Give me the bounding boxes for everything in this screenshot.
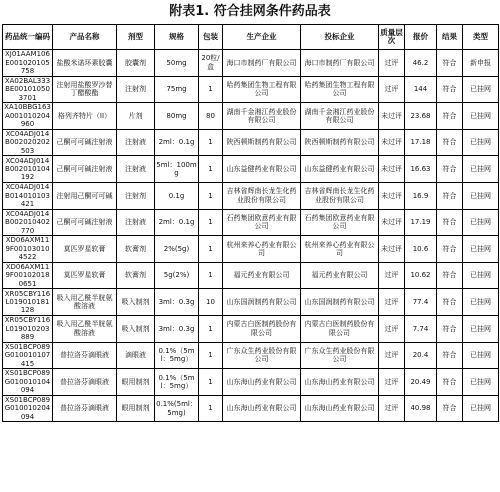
cell-pack: 1 (199, 369, 223, 396)
cell-result: 符合 (437, 156, 463, 183)
table-row (3, 182, 499, 209)
cell-spec: 5g(2%) (155, 262, 199, 289)
cell-spec: 0.1g (155, 182, 199, 209)
cell-price: 23.68 (405, 103, 437, 130)
cell-maker: 湖南千金湘江药业股份有限公司 (223, 103, 301, 130)
cell-pack: 80 (199, 103, 223, 130)
cell-form: 软膏剂 (117, 262, 155, 289)
column-header-spec: 规格 (155, 25, 199, 50)
table-row (3, 50, 499, 77)
cell-spec: 0.1%（5ml：5mg） (155, 369, 199, 396)
column-header-code: 药品统一编码 (3, 25, 53, 50)
cell-price: 16.9 (405, 182, 437, 209)
cell-name: 莫匹罗星软膏 (53, 236, 117, 263)
cell-spec: 2ml：0.1g (155, 129, 199, 156)
cell-bidder: 吉林省辉南长龙生化药业股份有限公司 (301, 182, 379, 209)
cell-quality: 过评 (379, 76, 405, 103)
cell-pack: 1 (199, 315, 223, 342)
cell-price: 16.63 (405, 156, 437, 183)
cell-form: 注射剂 (117, 76, 155, 103)
cell-form: 吸入制剂 (117, 289, 155, 316)
cell-bidder: 海口市制药厂有限公司 (301, 50, 379, 77)
table-row (3, 342, 499, 369)
cell-price: 20.49 (405, 369, 437, 396)
column-header-type: 类型 (463, 25, 499, 50)
cell-code: XR05CBY116L019010203889 (3, 315, 53, 342)
cell-bidder: 山东海山药业有限公司 (301, 395, 379, 422)
cell-code: XS01BCP089G010010107415 (3, 342, 53, 369)
table-title: 附表1. 符合挂网条件药品表 (169, 4, 331, 19)
cell-form: 注射液 (117, 129, 155, 156)
cell-name: 普拉洛芬滴眼液 (53, 395, 117, 422)
drug-table (2, 24, 499, 422)
cell-bidder: 杭州来养心药业有限公司 (301, 236, 379, 263)
cell-pack: 1 (199, 395, 223, 422)
cell-price: 10.6 (405, 236, 437, 263)
cell-price: 10.62 (405, 262, 437, 289)
cell-form: 软膏剂 (117, 236, 155, 263)
cell-type: 已挂网 (463, 156, 499, 183)
table-row (3, 369, 499, 396)
column-header-name: 产品名称 (53, 25, 117, 50)
cell-maker: 海口市制药厂有限公司 (223, 50, 301, 77)
cell-pack: 1 (199, 236, 223, 263)
cell-code: XD06AXM119F001030104522 (3, 236, 53, 263)
cell-code: XD06AXM119F001020180651 (3, 262, 53, 289)
cell-form: 眼用制剂 (117, 369, 155, 396)
cell-quality: 未过评 (379, 182, 405, 209)
cell-type: 已挂网 (463, 262, 499, 289)
cell-name: 己酮可可碱注射液 (53, 156, 117, 183)
cell-code: XR05CBY116L019010181128 (3, 289, 53, 316)
cell-result: 符合 (437, 236, 463, 263)
cell-result: 符合 (437, 209, 463, 236)
cell-pack: 20粒/盒 (199, 50, 223, 77)
cell-maker: 广东众生药业股份有限公司 (223, 342, 301, 369)
cell-price: 144 (405, 76, 437, 103)
cell-result: 符合 (437, 395, 463, 422)
cell-name: 己酮可可碱注射液 (53, 209, 117, 236)
cell-quality: 过评 (379, 342, 405, 369)
table-row (3, 76, 499, 103)
cell-form: 注射液 (117, 156, 155, 183)
cell-pack: 1 (199, 342, 223, 369)
cell-type: 已挂网 (463, 209, 499, 236)
cell-form: 注射液 (117, 209, 155, 236)
cell-pack: 1 (199, 262, 223, 289)
cell-bidder: 山东益健药业有限公司 (301, 156, 379, 183)
cell-quality: 未过评 (379, 209, 405, 236)
cell-bidder: 山东海山药业有限公司 (301, 369, 379, 396)
cell-spec: 75mg (155, 76, 199, 103)
cell-pack: 1 (199, 209, 223, 236)
cell-name: 莫匹罗星软膏 (53, 262, 117, 289)
cell-type: 已挂网 (463, 315, 499, 342)
cell-type: 已挂网 (463, 342, 499, 369)
cell-bidder: 福元药业有限公司 (301, 262, 379, 289)
cell-maker: 山东益健药业有限公司 (223, 156, 301, 183)
cell-result: 符合 (437, 262, 463, 289)
cell-maker: 山东国润制药有限公司 (223, 289, 301, 316)
cell-name: 普拉洛芬滴眼液 (53, 342, 117, 369)
cell-type: 已挂网 (463, 103, 499, 130)
cell-code: XJ01AAM106E001020105758 (3, 50, 53, 77)
cell-quality: 过评 (379, 289, 405, 316)
cell-type: 已挂网 (463, 182, 499, 209)
column-header-bidder: 投标企业 (301, 25, 379, 50)
cell-code: XC04ADJ014B002010402770 (3, 209, 53, 236)
cell-form: 滴眼液 (117, 342, 155, 369)
cell-pack: 1 (199, 182, 223, 209)
cell-maker: 哈药集团生物工程有限公司 (223, 76, 301, 103)
table-row (3, 395, 499, 422)
cell-quality: 过评 (379, 369, 405, 396)
cell-quality: 过评 (379, 395, 405, 422)
cell-spec: 0.1%（5ml：5mg） (155, 342, 199, 369)
cell-price: 17.18 (405, 129, 437, 156)
cell-maker: 吉林省辉南长龙生化药业股份有限公司 (223, 182, 301, 209)
cell-quality: 过评 (379, 262, 405, 289)
cell-maker: 石药集团欧意药业有限公司 (223, 209, 301, 236)
cell-price: 20.4 (405, 342, 437, 369)
cell-quality: 过评 (379, 50, 405, 77)
cell-form: 片剂 (117, 103, 155, 130)
table-row (3, 262, 499, 289)
cell-bidder: 内蒙古白医制药股份有限公司 (301, 315, 379, 342)
cell-form: 吸入制剂 (117, 315, 155, 342)
cell-result: 符合 (437, 50, 463, 77)
cell-name: 己酮可可碱注射液 (53, 129, 117, 156)
cell-code: XA02BAL333BE001010503701 (3, 76, 53, 103)
cell-price: 7.74 (405, 315, 437, 342)
cell-name: 吸入用乙酰半胱氨酸溶液 (53, 315, 117, 342)
cell-result: 符合 (437, 342, 463, 369)
cell-bidder: 哈药集团生物工程有限公司 (301, 76, 379, 103)
cell-name: 盐酸米诺环素胶囊 (53, 50, 117, 77)
cell-result: 符合 (437, 315, 463, 342)
cell-result: 符合 (437, 182, 463, 209)
table-row (3, 129, 499, 156)
cell-quality: 未过评 (379, 103, 405, 130)
cell-spec: 3ml：0.3g (155, 315, 199, 342)
cell-spec: 80mg (155, 103, 199, 130)
table-row (3, 236, 499, 263)
table-row (3, 103, 499, 130)
cell-type: 新申报 (463, 50, 499, 77)
cell-type: 已挂网 (463, 369, 499, 396)
cell-price: 46.2 (405, 50, 437, 77)
column-header-quality: 质量层次 (379, 25, 405, 50)
cell-name: 注射用盐酸罗沙替丁醋酸酯 (53, 76, 117, 103)
cell-code: XC04ADJ014B002010104192 (3, 156, 53, 183)
cell-spec: 50mg (155, 50, 199, 77)
cell-code: XC04ADJ014B002020202503 (3, 129, 53, 156)
cell-bidder: 山东国润制药有限公司 (301, 289, 379, 316)
cell-price: 17.19 (405, 209, 437, 236)
cell-maker: 杭州来养心药业有限公司 (223, 236, 301, 263)
table-row (3, 156, 499, 183)
cell-maker: 陕西顿斯制药有限公司 (223, 129, 301, 156)
cell-code: XS01BCP089G010010104094 (3, 369, 53, 396)
table-body (3, 50, 499, 422)
cell-bidder: 陕西顿斯制药有限公司 (301, 129, 379, 156)
cell-result: 符合 (437, 129, 463, 156)
cell-result: 符合 (437, 103, 463, 130)
column-header-result: 结果 (437, 25, 463, 50)
header-row (3, 25, 499, 50)
cell-form: 注射剂 (117, 182, 155, 209)
cell-code: XA10BBG163A001010204960 (4, 103, 51, 129)
cell-maker: 福元药业有限公司 (223, 262, 301, 289)
cell-form: 眼用制剂 (117, 395, 155, 422)
cell-form: 胶囊剂 (117, 50, 155, 77)
column-header-price: 报价 (405, 25, 437, 50)
cell-pack: 1 (199, 156, 223, 183)
cell-price: 40.98 (405, 395, 437, 422)
cell-quality: 未过评 (379, 156, 405, 183)
cell-spec: 3ml：0.3g (155, 289, 199, 316)
cell-name: 吸入用乙酰半胱氨酸溶液 (53, 289, 117, 316)
cell-code: XS01BCP089G010010204094 (3, 395, 53, 422)
cell-quality: 未过评 (379, 129, 405, 156)
cell-price: 77.4 (405, 289, 437, 316)
cell-spec: 2%(5g) (155, 236, 199, 263)
cell-bidder: 湖南千金湘江药业股份有限公司 (301, 103, 379, 130)
cell-pack: 10 (199, 289, 223, 316)
cell-result: 符合 (437, 369, 463, 396)
cell-quality: 未过评 (379, 236, 405, 263)
cell-result: 符合 (437, 76, 463, 103)
column-header-maker: 生产企业 (223, 25, 301, 50)
table-row (3, 209, 499, 236)
cell-spec: 0.1%(5ml：5mg) (155, 395, 199, 422)
cell-bidder: 石药集团欧意药业有限公司 (301, 209, 379, 236)
cell-spec: 5ml：100mg (155, 156, 199, 183)
cell-name: 注射用己酮可可碱 (53, 182, 117, 209)
cell-maker: 山东海山药业有限公司 (223, 369, 301, 396)
cell-pack: 1 (199, 129, 223, 156)
cell-type: 已挂网 (463, 129, 499, 156)
cell-quality: 过评 (379, 315, 405, 342)
cell-code: XC04ADJ014B014010103421 (3, 182, 53, 209)
column-header-pack: 包装 (199, 25, 223, 50)
cell-maker: 山东海山药业有限公司 (223, 395, 301, 422)
cell-type: 已挂网 (463, 289, 499, 316)
cell-maker: 内蒙古白医制药股份有限公司 (223, 315, 301, 342)
table-row (3, 289, 499, 316)
cell-pack: 1 (199, 76, 223, 103)
cell-spec: 2ml：0.1g (155, 209, 199, 236)
cell-name: 格列齐特片（II） (53, 103, 117, 130)
cell-result: 符合 (437, 289, 463, 316)
cell-type: 已挂网 (463, 236, 499, 263)
column-header-form: 剂型 (117, 25, 155, 50)
cell-name: 普拉洛芬滴眼液 (53, 369, 117, 396)
cell-type: 已挂网 (463, 76, 499, 103)
cell-type: 已挂网 (463, 395, 499, 422)
cell-bidder: 广东众生药业股份有限公司 (301, 342, 379, 369)
table-row (3, 315, 499, 342)
